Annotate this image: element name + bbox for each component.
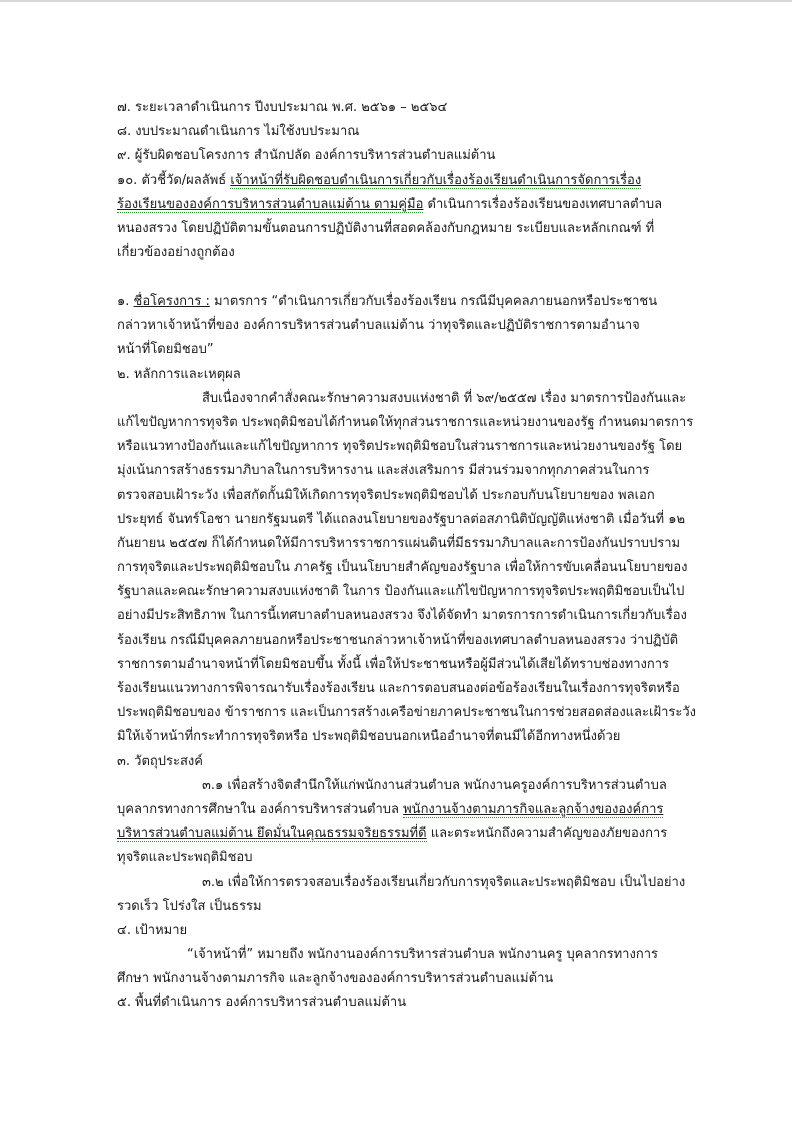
objectives-heading: ๓. วัตถุประสงค์ bbox=[117, 753, 203, 769]
item-10-prefix: ๑๐. ตัวชี้วัด/ผลลัพธ์ bbox=[117, 172, 231, 188]
objective-3-1-line-3 bbox=[117, 822, 699, 846]
rationale-line: การทุจริตและประพฤติมิชอบใน ภาครัฐ เป็นนโยบายสำคัญของรัฐบาล เพื่อให้การขับเคลื่อนนโยบายของ bbox=[117, 560, 688, 576]
rationale-line: ราชการตามอำนาจหน้าที่โดยมิชอบขึ้น ทั้งนี้ เพื่อให้ประชาชนหรือผู้มีส่วนได้เสียได้ทราบช่องทางการ bbox=[117, 656, 670, 672]
rationale-line: มุ่งเน้นการสร้างธรรมาภิบาลในการบริหารงาน และส่งเสริมการ มีส่วนร่วมจากทุกภาคส่วนในการ bbox=[117, 463, 650, 479]
rationale-line: อย่างมีประสิทธิภาพ ในการนี้เทศบาลตำบลหนองสรวง จึงได้จัดทำ มาตรการการดำเนินการเกี่ยวกับเรื่อง bbox=[117, 608, 687, 624]
rationale-line: ร้องเรียน กรณีมีบุคคลภายนอกหรือประชาชนกล่าวหาเจ้าหน้าที่ของเทศบาลตำบลหนองสรวง ว่าปฏิบัติ bbox=[117, 632, 679, 648]
target-line-2: ศึกษา พนักงานจ้างตามภารกิจ และลูกจ้างขององค์การบริหารส่วนตำบลแม่ต้าน bbox=[117, 971, 554, 987]
objective-3-1-underlined-1: พนักงานจ้างตามภารกิจและลูกจ้างขององค์การ bbox=[403, 801, 664, 817]
project-line-2: กล่าวหาเจ้าหน้าที่ของ องค์การบริหารส่วนตำบลแม่ต้าน ว่าทุจริตและปฏิบัติราชการตามอำนาจ bbox=[117, 318, 640, 334]
rationale-line: สืบเนื่องจากคำสั่งคณะรักษาความสงบแห่งชาติ ที่ ๖๙/๒๕๕๗ เรื่อง มาตรการป้องกันและ bbox=[202, 390, 687, 406]
target-line-1: “เจ้าหน้าที่” หมายถึง พนักงานองค์การบริหารส่วนตำบล พนักงานครู บุคลากรทางการ bbox=[187, 947, 658, 963]
item-10-line-3: หนองสรวง โดยปฏิบัติตามขั้นตอนการปฏิบัติงานที่สอดคล้องกับกฎหมาย ระเบียบและหลักเกณฑ์ ที่ bbox=[117, 220, 655, 236]
item-10-rest-2: ดำเนินการเรื่องร้องเรียนของเทศบาลตำบล bbox=[423, 196, 663, 212]
project-name-block bbox=[117, 290, 699, 1016]
rationale-line: รัฐบาลและคณะรักษาความสงบแห่งชาติ ในการ ป้องกันและแก้ไขปัญหาการทุจริตประพฤติมิชอบเป็นไป bbox=[117, 584, 685, 600]
objective-3-1-rest: และตระหนักถึงความสำคัญของภัยของการ bbox=[426, 826, 668, 842]
item-8-budget: ๘. งบประมาณดำเนินการ ไม่ใช้งบประมาณ bbox=[117, 124, 360, 140]
item-7-duration: ๗. ระยะเวลาดำเนินการ ปีงบประมาณ พ.ศ. ๒๕๖๑ – ๒๕๖๔ bbox=[117, 100, 448, 115]
rationale-line: ร้องเรียนแนวทางการพิจารณารับเรื่องร้องเรียน และการตอบสนองต่อข้อร้องเรียนในเรื่องการทุจริตหรือ bbox=[117, 681, 680, 696]
item-10-line-1 bbox=[117, 169, 699, 193]
rationale-line: มิให้เจ้าหน้าที่กระทำการทุจริตหรือ ประพฤติมิชอบนอกเหนืออำนาจที่ตนมีได้อีกทางหนึ่งด้วย bbox=[117, 729, 621, 745]
item-9-responsible: ๙. ผู้รับผิดชอบโครงการ สำนักปลัด องค์การบริหารส่วนตำบลแม่ต้าน bbox=[117, 148, 496, 164]
item-10-underlined-2: ร้องเรียนขององค์การบริหารส่วนตำบลแม่ต้าน ตามคู่มือ bbox=[117, 196, 424, 212]
rationale-line: กันยายน ๒๕๕๗ ก็ได้กำหนดให้มีการบริหารราชการแผ่นดินที่มีธรรมาภิบาลและการป้องกันปราบปราม bbox=[117, 535, 681, 551]
area-line: ๕. พื้นที่ดำเนินการ องค์การบริหารส่วนตำบลแม่ต้าน bbox=[117, 995, 407, 1011]
item-10-line-2 bbox=[117, 193, 699, 217]
project-line-1 bbox=[117, 290, 699, 314]
target-heading: ๔. เป้าหมาย bbox=[117, 922, 188, 938]
rationale-heading: ๒. หลักการและเหตุผล bbox=[117, 366, 241, 382]
item-10-line-4: เกี่ยวข้องอย่างถูกต้อง bbox=[117, 245, 235, 261]
rationale-line: ประยุทธ์ จันทร์โอชา นายกรัฐมนตรี ได้แถลงนโยบายของรัฐบาลต่อสภานิติบัญญัติแห่งชาติ เมื่อวันที่ ๑๒ bbox=[117, 511, 686, 527]
objective-3-1-underlined-2: บริหารส่วนตำบลแม่ต้าน ยึดมั่นในคุณธรรมจริยธรรมที่ดี bbox=[117, 826, 427, 842]
objective-3-1-line-4: ทุจริตและประพฤติมิชอบ bbox=[117, 850, 253, 866]
rationale-line: ตรวจสอบเฝ้าระวัง เพื่อสกัดกั้นมิให้เกิดการทุจริตประพฤติมิชอบได้ ประกอบกับนโยบายของ พลเอก bbox=[117, 487, 655, 503]
project-line-3: หน้าที่โดยมิชอบ” bbox=[117, 342, 214, 358]
objective-3-2-line-1: ๓.๒ เพื่อให้การตรวจสอบเรื่องร้องเรียนเกี่ยวกับการทุจริตและประพฤติมิชอบ เป็นไปอย่าง bbox=[202, 874, 686, 890]
rationale-line: ประพฤติมิชอบของ ข้าราชการ และเป็นการสร้างเครือข่ายภาคประชาชนในการช่วยสอดส่องและเฝ้าระวัง bbox=[117, 705, 696, 721]
objective-3-1-pre: บุคลากรทางการศึกษาใน องค์การบริหารส่วนตำบล bbox=[117, 801, 404, 817]
rationale-line: แก้ไขปัญหาการทุจริต ประพฤติมิชอบได้กำหนดให้ทุกส่วนราชการและหน่วยงานของรัฐ กำหนดมาตรการ bbox=[117, 414, 694, 430]
objective-3-1-line-2 bbox=[117, 798, 699, 822]
project-details-block bbox=[117, 96, 699, 265]
project-title-1: มาตรการ “ดำเนินการเกี่ยวกับเรื่องร้องเรียน กรณีมีบุคคลภายนอกหรือประชาชน bbox=[209, 294, 658, 309]
objective-3-1-line-1: ๓.๑ เพื่อสร้างจิตสำนึกให้แก่พนักงานส่วนตำบล พนักงานครูองค์การบริหารส่วนตำบล bbox=[202, 777, 667, 793]
item-10-underlined-1: เจ้าหน้าที่รับผิดชอบดำเนินการเกี่ยวกับเรื่องร้องเรียนดำเนินการจัดการเรื่อง bbox=[230, 172, 642, 188]
project-name-label: ชื่อโครงการ : bbox=[133, 294, 210, 309]
project-number: ๑. bbox=[117, 294, 134, 309]
objective-3-2-line-2: รวดเร็ว โปร่งใส เป็นธรรม bbox=[117, 898, 262, 914]
rationale-line: หรือแนวทางป้องกันและแก้ไขปัญหาการ ทุจริตประพฤติมิชอบในส่วนราชการและหน่วยงานของรัฐ โดย bbox=[117, 439, 683, 455]
page-top-border bbox=[0, 0, 792, 2]
